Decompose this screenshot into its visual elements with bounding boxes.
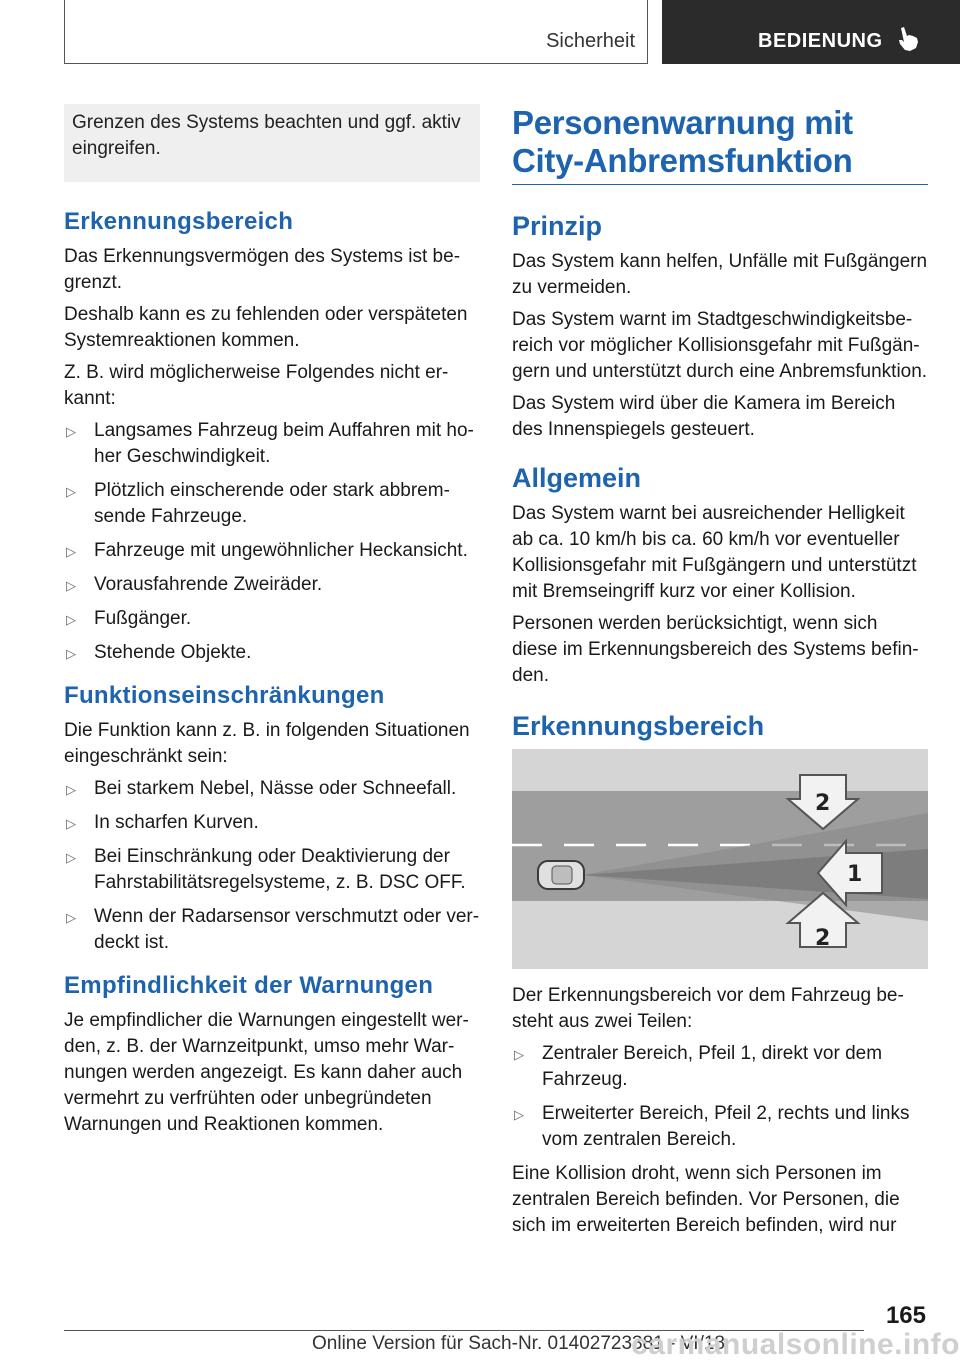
pointing-hand-icon	[896, 26, 920, 57]
list-item: ▷ Plötzlich einscherende oder stark abbremsende Fahrzeuge.	[66, 480, 450, 527]
triangle-bullet-icon: ▷	[66, 816, 76, 831]
heading-funktionseinschraenkungen: Funktionseinschränkungen	[64, 682, 385, 709]
header-chapter-tab[interactable]	[662, 0, 960, 64]
paragraph: Das Erkennungsvermögen des Systems ist begrenzt.	[64, 246, 461, 293]
paragraph: Die Funktion kann z. B. in folgenden Situationen eingeschränkt sein:	[64, 720, 470, 767]
list-item: ▷ In scharfen Kurven.	[64, 810, 480, 836]
header-chapter-label: BEDIENUNG	[758, 30, 883, 52]
paragraph: Der Erkennungsbereich vor dem Fahrzeug besteht aus zwei Teilen:	[512, 985, 904, 1032]
not-detected-list	[64, 418, 480, 666]
triangle-bullet-icon: ▷	[514, 1047, 524, 1062]
list-item: ▷ Fußgänger.	[64, 606, 480, 632]
triangle-bullet-icon: ▷	[66, 646, 76, 661]
paragraph: Das System kann helfen, Unfälle mit Fußgängern zu vermeiden.	[512, 251, 928, 298]
triangle-bullet-icon: ▷	[66, 544, 76, 559]
list-item: ▷ Fahrzeuge mit ungewöhnlicher Heckansicht.	[64, 538, 480, 564]
svg-text:2: 2	[815, 791, 831, 816]
triangle-bullet-icon: ▷	[66, 910, 76, 925]
heading-allgemein: Allgemein	[512, 463, 642, 493]
list-item: ▷ Erweiterter Bereich, Pfeil 2, rechts und links vom zentralen Bereich.	[514, 1103, 910, 1150]
svg-text:2: 2	[815, 926, 831, 951]
list-item: ▷ Wenn der Radarsensor verschmutzt oder verdeckt ist.	[66, 906, 480, 953]
triangle-bullet-icon: ▷	[66, 424, 76, 439]
triangle-bullet-icon: ▷	[66, 484, 76, 499]
chapter-title: Personenwarnung mit City-Anbremsfunktion	[512, 104, 853, 179]
heading-erkennungsbereich: Erkennungsbereich	[64, 208, 294, 235]
warning-note: Grenzen des Systems beachten und ggf. aktiv eingreifen.	[64, 104, 480, 182]
list-item: ▷ Vorausfahrende Zweiräder.	[64, 572, 480, 598]
watermark: carmanualsonline.info	[631, 1328, 960, 1361]
header-section-title: Sicherheit	[546, 30, 635, 52]
list-item: ▷ Bei Einschränkung oder Deaktivierung der Fahrstabilitätsregelsysteme, z. B. DSC OFF.	[66, 846, 466, 893]
paragraph: Z. B. wird möglicherweise Folgendes nicht erkannt:	[64, 362, 449, 409]
triangle-bullet-icon: ▷	[514, 1107, 524, 1122]
paragraph: Personen werden berücksichtigt, wenn sich diese im Erkennungsbereich des Systems befinden.	[512, 613, 919, 686]
triangle-bullet-icon: ▷	[66, 850, 76, 865]
list-item: ▷ Bei starkem Nebel, Nässe oder Schneefall.	[64, 776, 480, 802]
triangle-bullet-icon: ▷	[66, 612, 76, 627]
detection-area-diagram	[512, 749, 928, 969]
heading-prinzip: Prinzip	[512, 211, 603, 241]
list-item: ▷ Stehende Objekte.	[64, 640, 480, 666]
paragraph: Das System warnt bei ausreichender Helligkeit ab ca. 10 km/h bis ca. 60 km/h vor eventueller Kollisionsgefahr mit Fußgängern und unterstützt mit Bremseingriff kurz vor einer Kollision.	[512, 503, 917, 602]
svg-text:1: 1	[847, 862, 863, 887]
left-column	[64, 104, 480, 1144]
list-item: ▷ Langsames Fahrzeug beim Auffahren mit hoher Geschwindigkeit.	[66, 420, 474, 467]
car-icon	[538, 861, 584, 889]
triangle-bullet-icon: ▷	[66, 578, 76, 593]
paragraph: Je empfindlicher die Warnungen eingestellt werden, z. B. der Warnzeitpunkt, umso mehr Warnungen werden angezeigt. Es kann daher auch vermehrt zu verfrühten oder unbegründeten Warnungen und Reaktionen kommen.	[64, 1010, 469, 1135]
list-item: ▷ Zentraler Bereich, Pfeil 1, direkt vor dem Fahrzeug.	[514, 1043, 883, 1090]
triangle-bullet-icon: ▷	[66, 782, 76, 797]
detection-parts-list	[512, 1041, 928, 1153]
header-section-box	[64, 0, 648, 64]
footer-version-text: Online Version für Sach-Nr. 01402723381 - VI/18	[312, 1333, 725, 1354]
paragraph: Das System wird über die Kamera im Bereich des Innenspiegels gesteuert.	[512, 393, 896, 440]
paragraph: Deshalb kann es zu fehlenden oder verspäteten Systemreaktionen kommen.	[64, 304, 468, 351]
right-column	[512, 104, 928, 1245]
paragraph: Das System warnt im Stadtgeschwindigkeitsbereich vor möglicher Kollisionsgefahr mit Fußgängern und unterstützt durch eine Anbremsfunktion.	[512, 309, 928, 382]
heading-erkennungsbereich-right: Erkennungsbereich	[512, 711, 765, 741]
chapter-title-block	[512, 104, 928, 185]
limitations-list	[64, 776, 480, 956]
page-number: 165	[885, 1302, 926, 1329]
heading-empfindlichkeit: Empfindlichkeit der Warnungen	[64, 972, 434, 999]
paragraph: Eine Kollision droht, wenn sich Personen im zentralen Bereich befinden. Vor Personen, die sich im erweiterten Bereich befinden, wird nur	[512, 1163, 900, 1236]
